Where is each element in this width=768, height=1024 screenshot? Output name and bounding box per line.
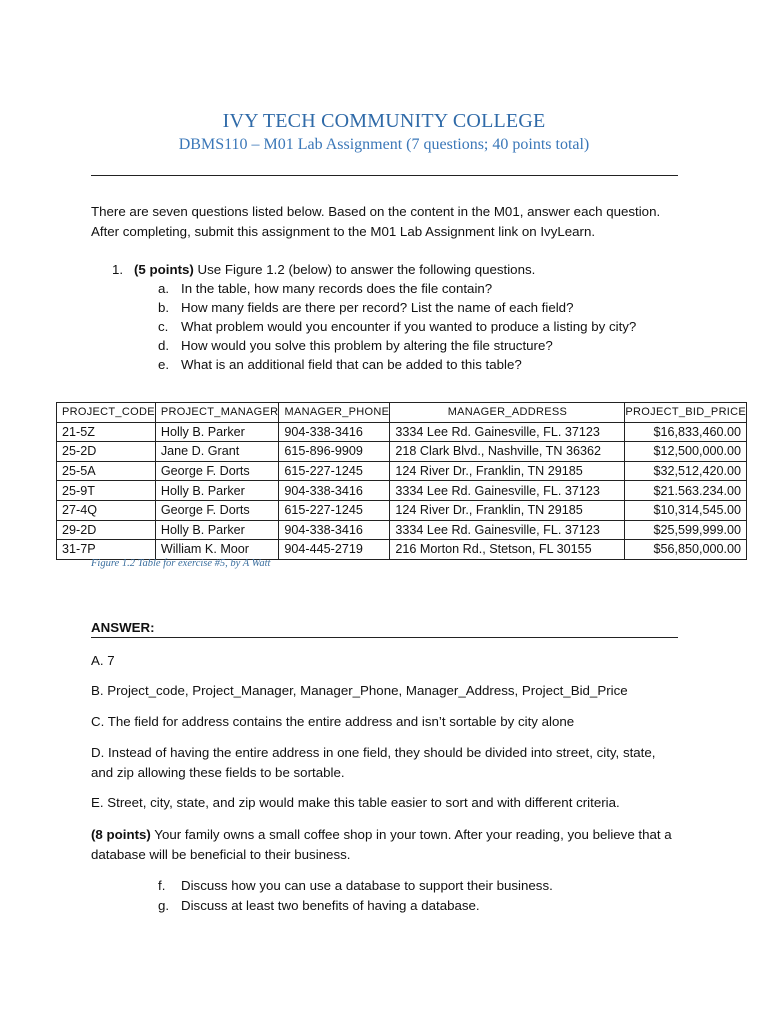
item-letter: b. bbox=[158, 300, 170, 315]
table-row bbox=[57, 461, 747, 481]
divider bbox=[91, 175, 678, 176]
table-cell: 615-227-1245 bbox=[279, 461, 390, 481]
table-cell: 615-896-9909 bbox=[279, 442, 390, 462]
list-item bbox=[112, 317, 712, 336]
item-text: Discuss how you can use a database to support their business. bbox=[181, 878, 553, 893]
question-text: Use Figure 1.2 (below) to answer the following questions. bbox=[193, 262, 536, 277]
column-header: PROJECT_CODE bbox=[57, 403, 156, 423]
table-cell: William K. Moor bbox=[155, 540, 279, 560]
page-title: IVY TECH COMMUNITY COLLEGE bbox=[222, 110, 546, 132]
table-cell: Jane D. Grant bbox=[155, 442, 279, 462]
table-cell: 218 Clark Blvd., Nashville, TN 36362 bbox=[390, 442, 625, 462]
answer-d: D. Instead of having the entire address in one field, they should be divided into street, city, state, and zip allowing these fields to be sortable. bbox=[91, 745, 656, 780]
table-cell: 216 Morton Rd., Stetson, FL 30155 bbox=[390, 540, 625, 560]
table-row bbox=[57, 422, 747, 442]
question-points: (8 points) bbox=[91, 827, 151, 842]
answer-e: E. Street, city, state, and zip would make this table easier to sort and with different criteria. bbox=[91, 795, 620, 810]
answer-c: C. The field for address contains the entire address and isn’t sortable by city alone bbox=[91, 714, 575, 729]
table-cell: 27-4Q bbox=[57, 500, 156, 520]
list-item bbox=[112, 355, 712, 374]
page-subtitle: DBMS110 – M01 Lab Assignment (7 questions; 40 points total) bbox=[178, 136, 590, 153]
column-header: PROJECT_MANAGER bbox=[155, 403, 279, 423]
table-cell: George F. Dorts bbox=[155, 500, 279, 520]
table-cell: $12,500,000.00 bbox=[625, 442, 747, 462]
list-item bbox=[112, 279, 712, 298]
item-letter: e. bbox=[158, 357, 170, 372]
table-cell: 615-227-1245 bbox=[279, 500, 390, 520]
table-cell: $10,314,545.00 bbox=[625, 500, 747, 520]
table-row bbox=[57, 500, 747, 520]
divider bbox=[91, 637, 678, 638]
table-cell: 21-5Z bbox=[57, 422, 156, 442]
table-cell: 124 River Dr., Franklin, TN 29185 bbox=[390, 500, 625, 520]
list-item bbox=[112, 896, 712, 916]
item-text: How many fields are there per record? List the name of each field? bbox=[181, 300, 574, 315]
table-cell: 29-2D bbox=[57, 520, 156, 540]
question-1-stem bbox=[112, 260, 712, 279]
table-cell: $32,512,420.00 bbox=[625, 461, 747, 481]
item-letter: g. bbox=[158, 898, 170, 913]
question-points: (5 points) bbox=[134, 262, 194, 277]
answer-heading: ANSWER: bbox=[91, 620, 155, 635]
column-header: PROJECT_BID_PRICE bbox=[625, 403, 747, 423]
project-table bbox=[56, 402, 747, 560]
question-1-subitems bbox=[112, 279, 712, 374]
question-number: 1. bbox=[112, 262, 124, 277]
question-1 bbox=[112, 260, 712, 374]
question-2 bbox=[91, 825, 681, 865]
list-item bbox=[112, 876, 712, 896]
table-cell: Holly B. Parker bbox=[155, 520, 279, 540]
question-2-subitems bbox=[112, 876, 712, 916]
table-row bbox=[57, 520, 747, 540]
table-row bbox=[57, 442, 747, 462]
table-cell: George F. Dorts bbox=[155, 461, 279, 481]
table-cell: 124 River Dr., Franklin, TN 29185 bbox=[390, 461, 625, 481]
item-letter: d. bbox=[158, 338, 170, 353]
table-cell: Holly B. Parker bbox=[155, 422, 279, 442]
table-cell: $16,833,460.00 bbox=[625, 422, 747, 442]
figure-caption: Figure 1.2 Table for exercise #5, by A Watt bbox=[91, 558, 271, 569]
column-header: MANAGER_PHONE bbox=[279, 403, 390, 423]
item-text: What is an additional field that can be added to this table? bbox=[181, 357, 522, 372]
item-text: In the table, how many records does the file contain? bbox=[181, 281, 493, 296]
table-cell: 31-7P bbox=[57, 540, 156, 560]
item-letter: a. bbox=[158, 281, 170, 296]
item-letter: f. bbox=[158, 878, 166, 893]
table-cell: 25-5A bbox=[57, 461, 156, 481]
intro-paragraph: There are seven questions listed below. Based on the content in the M01, answer each question. After completing, submit this assignment to the M01 Lab Assignment link on IvyLearn. bbox=[91, 204, 661, 239]
column-header: MANAGER_ADDRESS bbox=[390, 403, 625, 423]
table-header-row bbox=[57, 403, 747, 423]
answer-a: A. 7 bbox=[91, 653, 115, 668]
table-cell: $25,599,999.00 bbox=[625, 520, 747, 540]
table-row bbox=[57, 481, 747, 501]
table-cell: $21.563.234.00 bbox=[625, 481, 747, 501]
table-cell: 25-9T bbox=[57, 481, 156, 501]
table-cell: Holly B. Parker bbox=[155, 481, 279, 501]
table-cell: 25-2D bbox=[57, 442, 156, 462]
table-cell: 904-445-2719 bbox=[279, 540, 390, 560]
table-row bbox=[57, 540, 747, 560]
table-cell: 904-338-3416 bbox=[279, 481, 390, 501]
list-item bbox=[112, 336, 712, 355]
question-text: Your family owns a small coffee shop in your town. After your reading, you believe that a database will be beneficial to their business. bbox=[91, 827, 672, 862]
table-cell: $56,850,000.00 bbox=[625, 540, 747, 560]
list-item bbox=[112, 298, 712, 317]
table-cell: 904-338-3416 bbox=[279, 520, 390, 540]
answer-b: B. Project_code, Project_Manager, Manager_Phone, Manager_Address, Project_Bid_Price bbox=[91, 683, 628, 698]
item-text: Discuss at least two benefits of having a database. bbox=[181, 898, 480, 913]
item-text: What problem would you encounter if you wanted to produce a listing by city? bbox=[181, 319, 637, 334]
table-cell: 3334 Lee Rd. Gainesville, FL. 37123 bbox=[390, 520, 625, 540]
table-cell: 3334 Lee Rd. Gainesville, FL. 37123 bbox=[390, 422, 625, 442]
item-letter: c. bbox=[158, 319, 169, 334]
table-cell: 3334 Lee Rd. Gainesville, FL. 37123 bbox=[390, 481, 625, 501]
item-text: How would you solve this problem by altering the file structure? bbox=[181, 338, 553, 353]
table-cell: 904-338-3416 bbox=[279, 422, 390, 442]
